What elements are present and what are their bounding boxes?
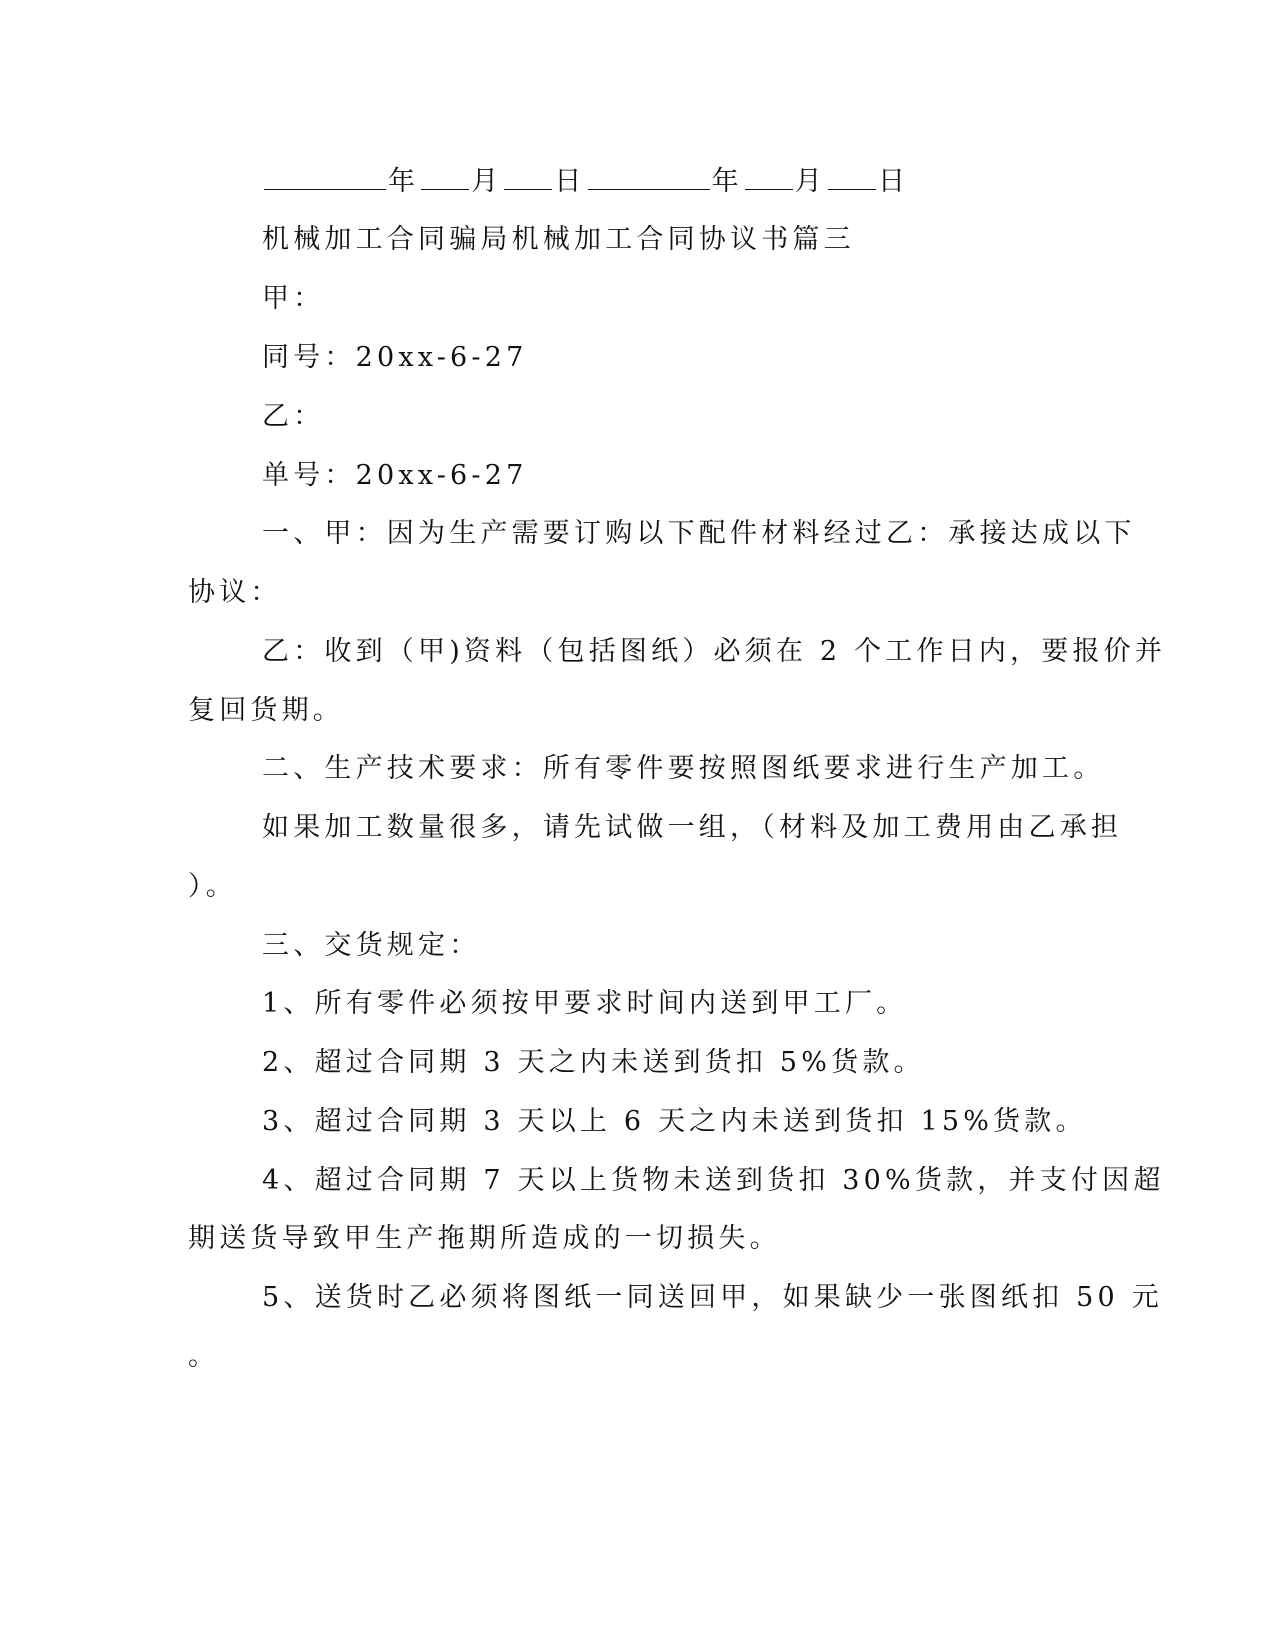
day-blank [504,165,552,190]
year-label: 年 [388,166,420,197]
year-label-2: 年 [711,166,743,197]
party-a-label: 甲： [262,283,325,314]
party-b-label: 乙： [262,401,325,432]
quote-clause-line-1: 乙：收到（甲)资料（包括图纸）必须在 2 个工作日内，要报价并 [262,636,1167,667]
year-blank [264,165,386,190]
order-number: 单号：20xx-6-27 [262,460,528,491]
clause-1-line-2: 协议： [188,577,282,608]
day-label: 日 [554,166,586,197]
clause-2: 二、生产技术要求：所有零件要按照图纸要求进行生产加工。 [262,753,1105,784]
day-blank-2 [828,165,876,190]
contract-number: 同号：20xx-6-27 [262,342,528,373]
delivery-item-5-line-2: 。 [188,1341,220,1372]
trial-clause-line-2: ）。 [188,871,237,902]
clause-3-heading: 三、交货规定： [262,930,481,961]
delivery-item-2: 2、超过合同期 3 天之内未送到货扣 5%货款。 [262,1047,925,1078]
year-blank-2 [588,165,710,190]
day-label-2: 日 [878,166,910,197]
clause-1-line-1: 一、甲：因为生产需要订购以下配件材料经过乙：承接达成以下 [262,518,1136,549]
signature-date-line [0,164,1275,200]
trial-clause-line-1: 如果加工数量很多，请先试做一组，（材料及加工费用由乙承担 [262,812,1123,843]
document-title: 机械加工合同骗局机械加工合同协议书篇三 [262,224,855,255]
month-label-2: 月 [794,166,827,197]
delivery-item-1: 1、所有零件必须按甲要求时间内送到甲工厂。 [262,988,908,1019]
delivery-item-4-line-1: 4、超过合同期 7 天以上货物未送到货扣 30%货款，并支付因超 [262,1165,1165,1196]
delivery-item-4-line-2: 期送货导致甲生产拖期所造成的一切损失。 [188,1223,781,1254]
delivery-item-3: 3、超过合同期 3 天以上 6 天之内未送到货扣 15%货款。 [262,1106,1087,1137]
month-blank-2 [745,165,793,190]
quote-clause-line-2: 复回货期。 [188,695,344,726]
month-label: 月 [471,166,503,197]
delivery-item-5-line-1: 5、送货时乙必须将图纸一同送回甲，如果缺少一张图纸扣 50 元 [262,1282,1163,1313]
month-blank [421,165,469,190]
